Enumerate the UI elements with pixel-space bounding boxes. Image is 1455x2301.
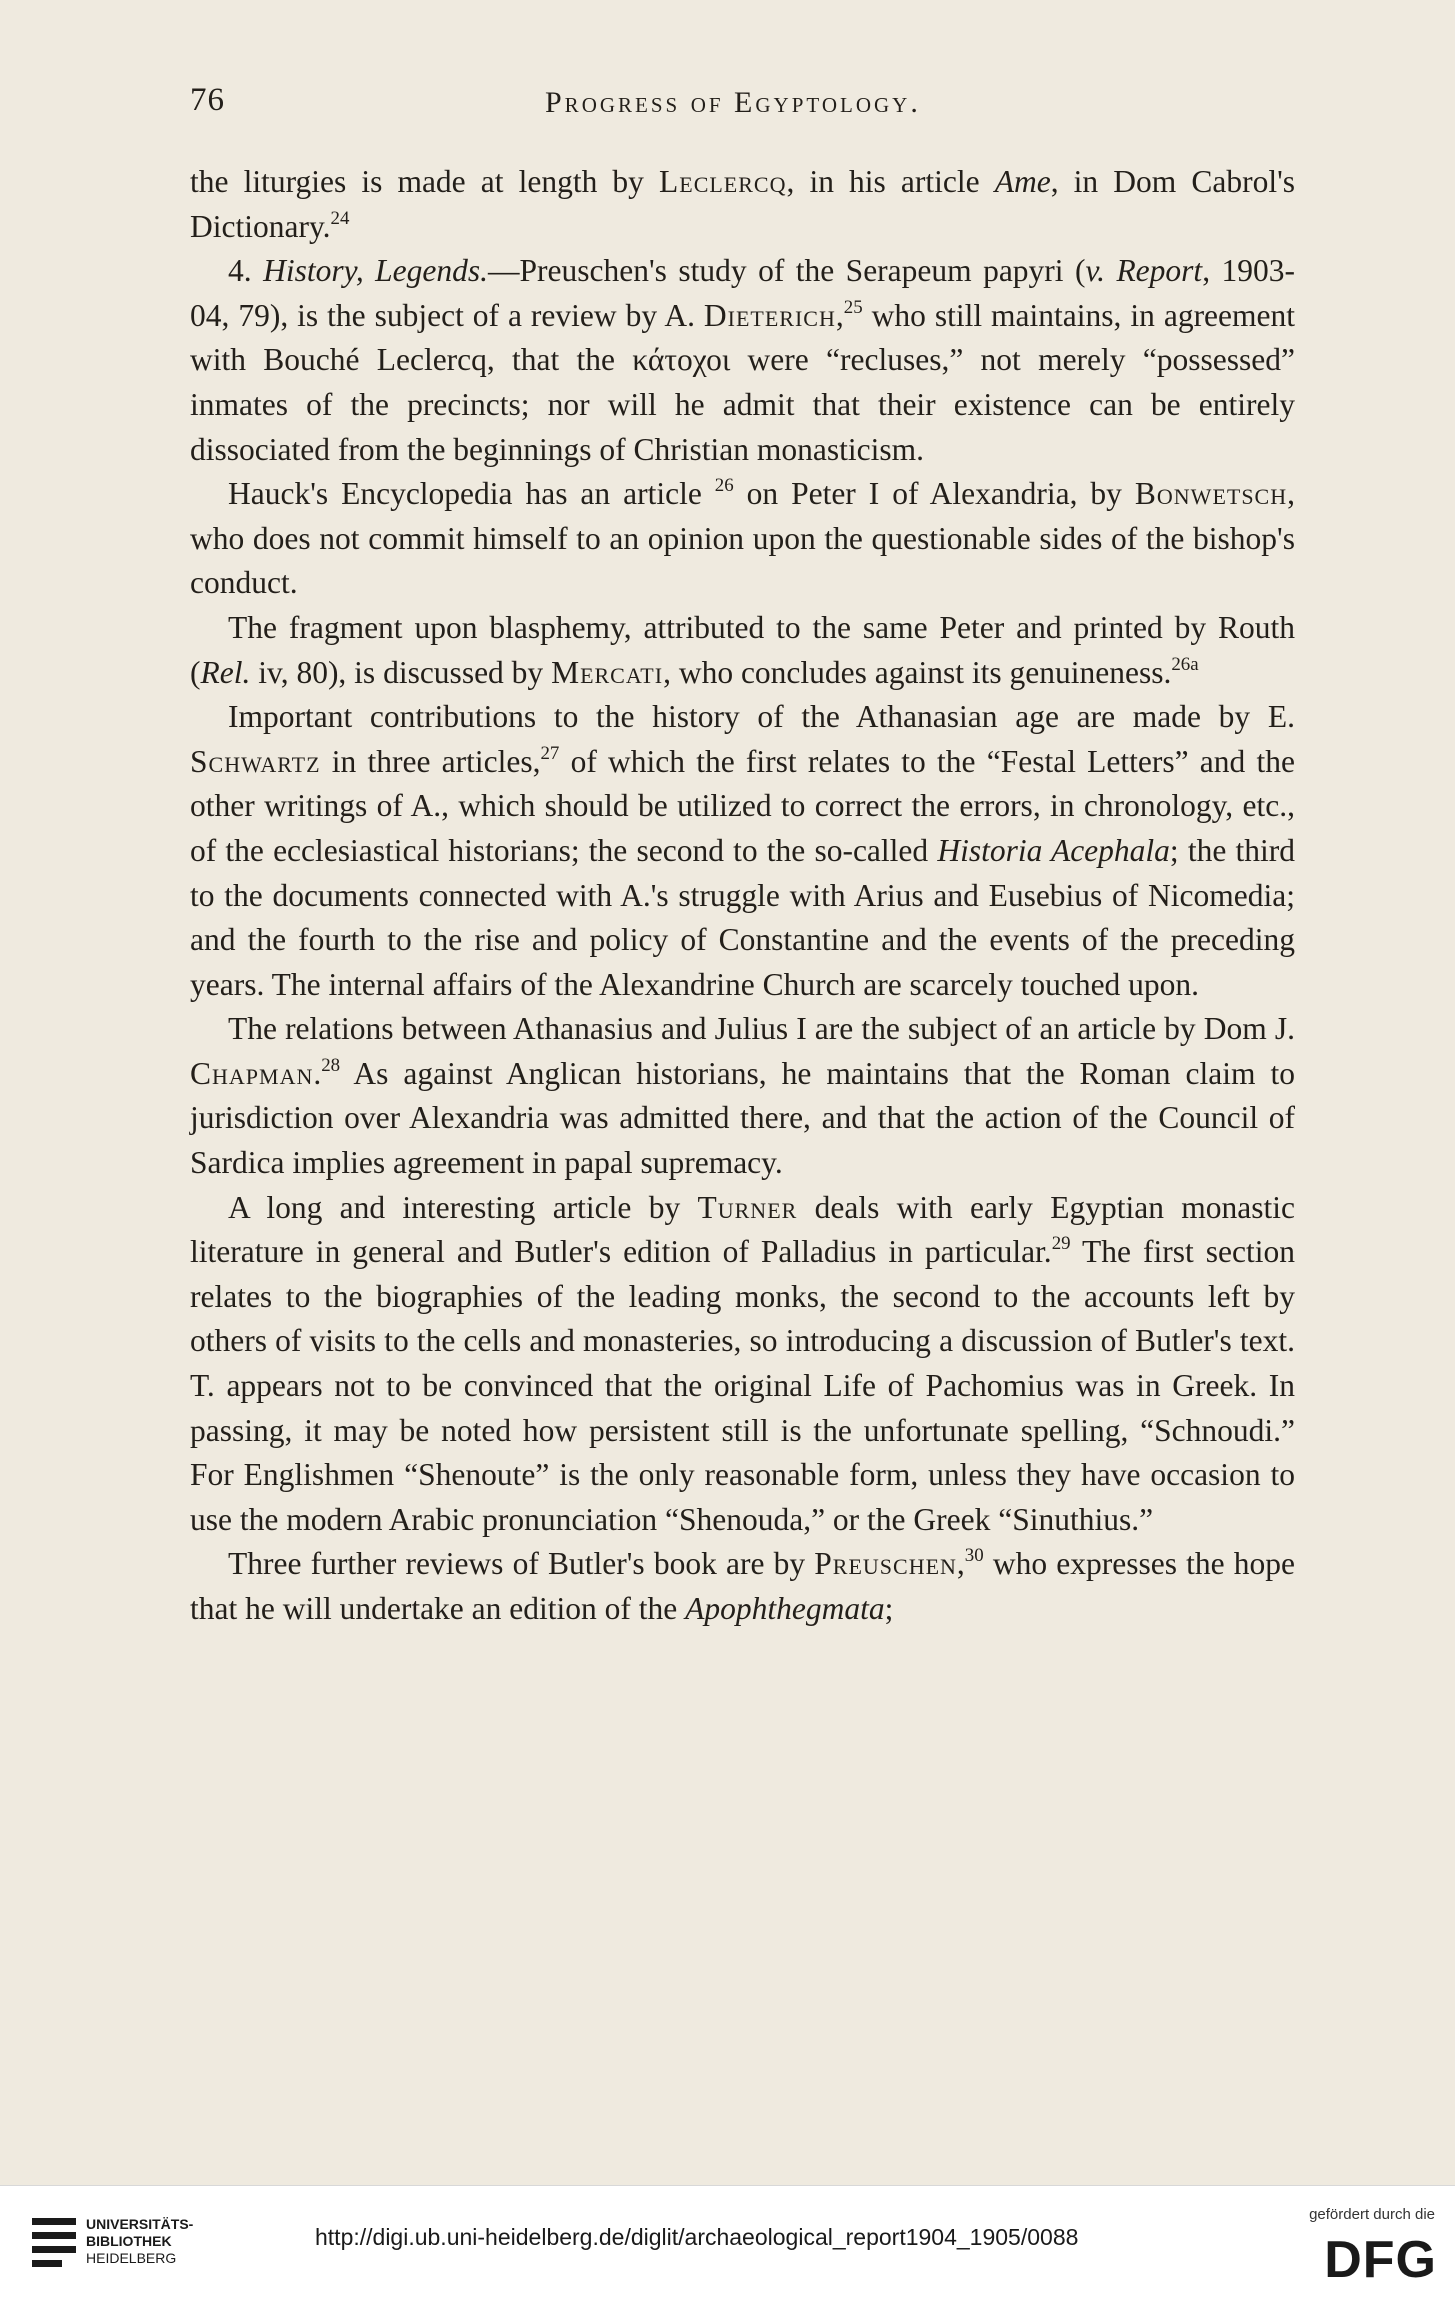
page-header bbox=[190, 82, 1300, 132]
text-run: deals with early Egyptian monastic literature in general and Butler's edition of Palladius in particular. bbox=[190, 1189, 1295, 1270]
footnote-ref: 24 bbox=[330, 207, 350, 229]
italic-title: Apophthegmata bbox=[685, 1591, 885, 1626]
library-logo-icon bbox=[32, 2218, 76, 2268]
italic-title: Historia Acephala bbox=[937, 832, 1170, 868]
library-name bbox=[86, 2216, 193, 2267]
author-name: Mercati bbox=[551, 654, 664, 690]
text-run: , who concludes against its genuineness. bbox=[663, 654, 1172, 690]
author-name: Turner bbox=[697, 1189, 798, 1225]
text-run: , bbox=[956, 1546, 965, 1582]
footnote-ref: 29 bbox=[1051, 1233, 1071, 1255]
text-run: who expresses the hope that he will undertake an edition of the bbox=[190, 1546, 1296, 1626]
library-name-line: BIBLIOTHEK bbox=[86, 2233, 172, 2249]
library-name-line: HEIDELBERG bbox=[86, 2250, 177, 2266]
text-run: A long and interesting article by bbox=[228, 1189, 698, 1225]
text-run: 4. bbox=[228, 253, 264, 289]
viewer-footer bbox=[0, 2185, 1455, 2301]
footnote-ref: 26a bbox=[1171, 653, 1199, 675]
permalink-url[interactable]: http://digi.ub.uni-heidelberg.de/diglit/archaeological_report1904_1905/0088 bbox=[315, 2224, 1079, 2250]
footnote-ref: 28 bbox=[321, 1054, 341, 1076]
paragraph bbox=[190, 160, 1295, 249]
paragraph bbox=[190, 1186, 1295, 1543]
italic-reference: v. Report bbox=[1085, 253, 1203, 289]
paragraph bbox=[190, 695, 1295, 1007]
italic-title: Ame bbox=[994, 164, 1051, 199]
author-name: Preuschen bbox=[814, 1546, 957, 1582]
author-name: Bonwetsch bbox=[1134, 476, 1288, 512]
author-name: Dieterich bbox=[703, 297, 836, 333]
footnote-ref: 30 bbox=[964, 1545, 984, 1567]
funding-note: gefördert durch die bbox=[1309, 2206, 1435, 2223]
text-run: ; bbox=[884, 1591, 894, 1626]
text-run: , in his article bbox=[786, 164, 995, 199]
text-run: , bbox=[835, 297, 844, 333]
author-name: Schwartz bbox=[190, 743, 321, 779]
text-run: As against Anglican historians, he maintains that the Roman claim to jurisdiction over Alexandria was admitted there, and that the action of the Council of Sardica implies agreement in papal supremacy. bbox=[190, 1055, 1295, 1181]
section-heading: History, Legends. bbox=[263, 253, 489, 289]
text-run: The fragment upon blasphemy, attributed to the same Peter and printed by Routh ( bbox=[190, 609, 1295, 690]
text-run: Hauck's Encyclopedia has an article bbox=[228, 476, 715, 512]
paragraph bbox=[190, 606, 1295, 695]
text-run: who still maintains, in agreement with Bouché Leclercq, that the κάτοχοι were “recluses,” not merely “possessed” inmates of the precincts; nor will he admit that their existence can be entirely dissociated from the beginnings of Christian monasticism. bbox=[190, 297, 1295, 467]
text-run: . bbox=[313, 1055, 322, 1091]
footnote-ref: 26 bbox=[714, 474, 734, 496]
text-run: The relations between Athanasius and Julius I are the subject of an article by Dom J. bbox=[228, 1011, 1295, 1047]
author-name: Chapman bbox=[190, 1055, 314, 1091]
text-run: in three articles, bbox=[320, 743, 541, 779]
dfg-logo: DFG bbox=[1324, 2231, 1437, 2289]
footnote-ref: 25 bbox=[843, 296, 863, 318]
text-run: The first section relates to the biographies of the leading monks, the second to the accounts left by others of visits to the cells and monasteries, so introducing a discussion of Butler's text. T. appears not to be convinced that the original Life of Pachomius was in Greek. In passing, it may be noted how persistent still is the unfortunate spelling, “Schnoudi.” For Englishmen “Shenoute” is the only reasonable form, unless they have occasion to use the modern Arabic pronunciation “Shenouda,” or the Greek “Sinuthius.” bbox=[190, 1234, 1295, 1537]
text-run: iv, 80), is discussed by bbox=[250, 654, 552, 690]
text-run: of which the first relates to the “Festal Letters” and the other writings of A., which should be utilized to correct the errors, in chronology, etc., of the ecclesiastical historians; the second to the so-called bbox=[190, 743, 1295, 868]
footnote-ref: 27 bbox=[540, 742, 560, 764]
text-run: ; the third to the documents connected with A.'s struggle with Arius and Eusebius of Nicomedia; and the fourth to the rise and policy of Constantine and the events of the preceding years. The internal affairs of the Alexandrine Church are scarcely touched upon. bbox=[190, 832, 1295, 1002]
text-run: —Preuschen's study of the Serapeum papyri ( bbox=[488, 253, 1086, 289]
text-run: Three further reviews of Butler's book are by bbox=[228, 1546, 815, 1582]
text-run: Important contributions to the history of the Athanasian age are made by E. bbox=[228, 699, 1295, 735]
italic-reference: Rel. bbox=[200, 654, 251, 690]
paragraph bbox=[190, 249, 1295, 472]
paragraph bbox=[190, 1542, 1295, 1631]
library-name-line: UNIVERSITÄTS- bbox=[86, 2216, 194, 2232]
text-run: , in Dom Cabrol's Dictionary. bbox=[190, 164, 1296, 244]
paragraph bbox=[190, 472, 1295, 606]
paragraph bbox=[190, 1007, 1295, 1185]
text-run: the liturgies is made at length by bbox=[190, 164, 660, 199]
text-run: , 1903-04, 79), is the subject of a review by A. bbox=[190, 253, 1295, 333]
running-head: Progress of Egyptology. bbox=[545, 86, 921, 119]
text-run: on Peter I of Alexandria, by bbox=[733, 476, 1135, 512]
page-number: 76 bbox=[190, 82, 225, 118]
body-text bbox=[190, 160, 1295, 1632]
text-run: , who does not commit himself to an opinion upon the questionable sides of the bishop's conduct. bbox=[190, 476, 1295, 601]
author-name: Leclercq bbox=[659, 164, 787, 199]
